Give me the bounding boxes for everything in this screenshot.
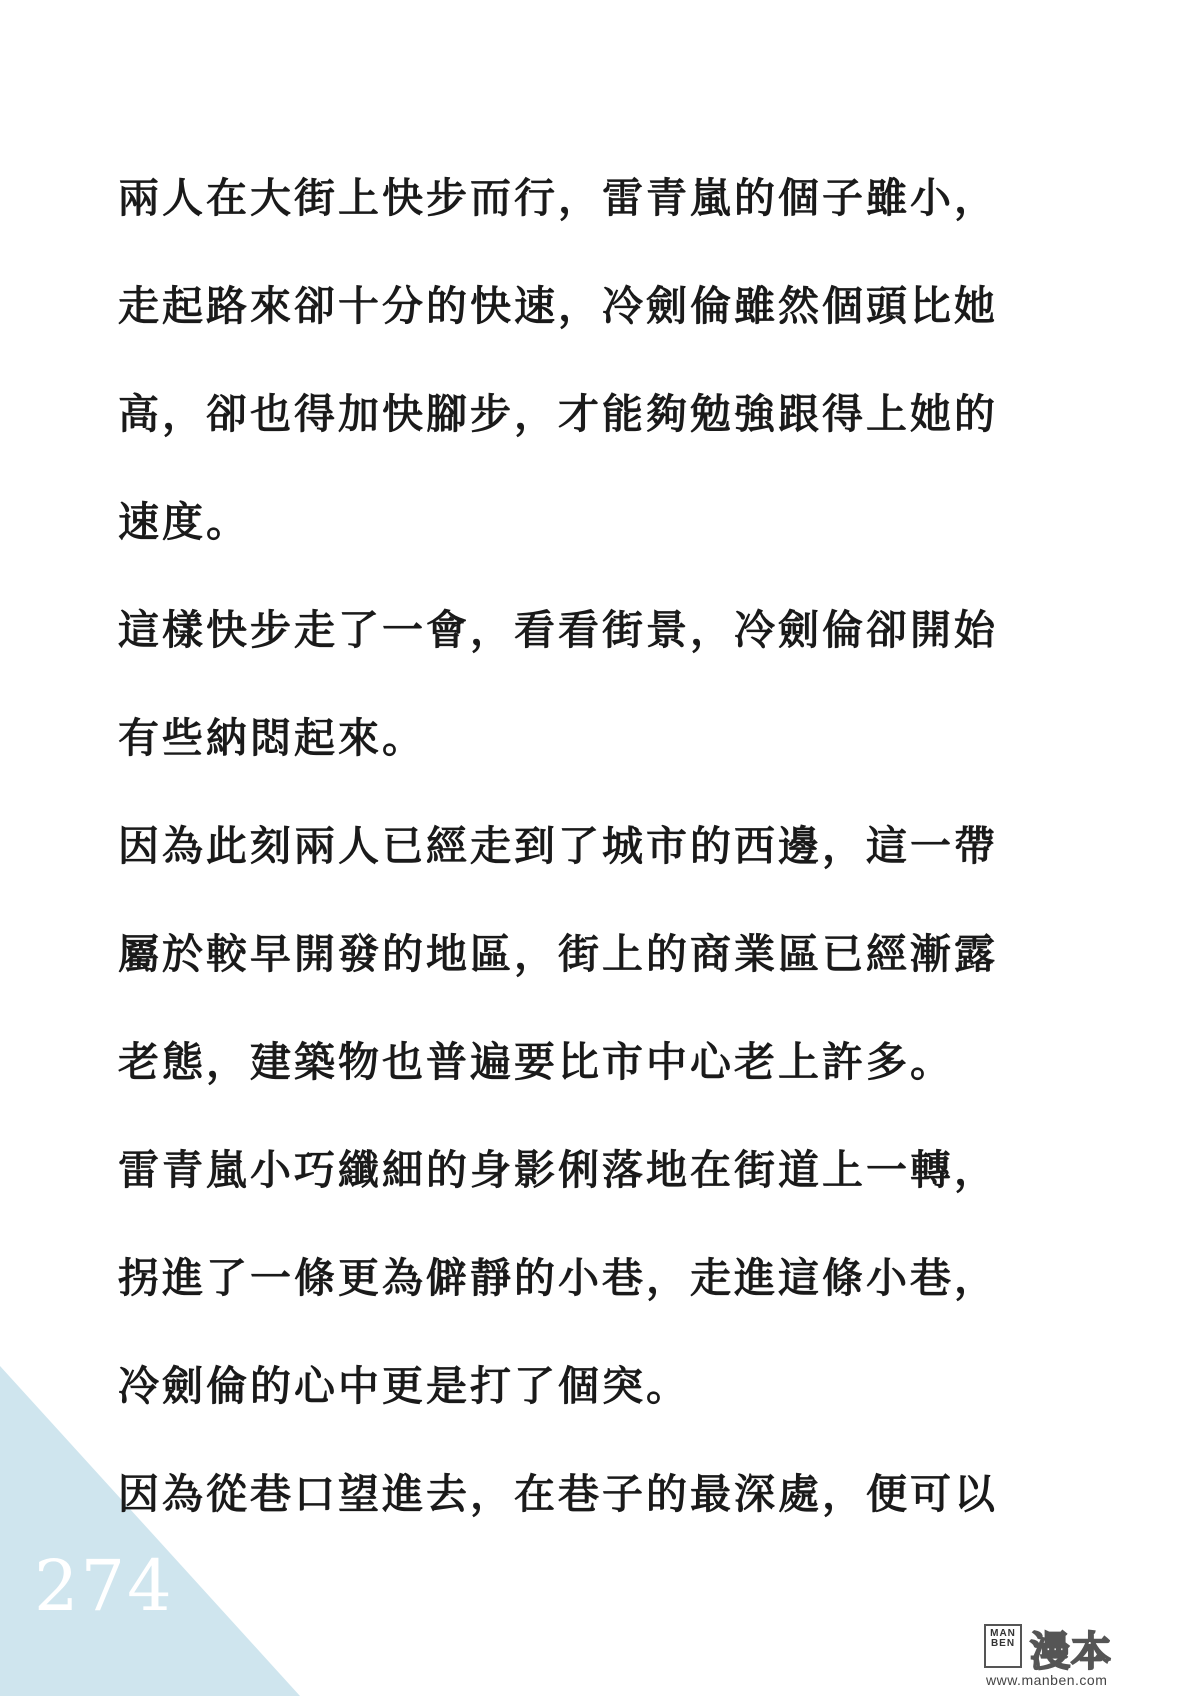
page-number: 274 [34,1545,174,1627]
watermark-brand: 漫本 [1030,1629,1112,1675]
text-line: 兩人在大街上快步而行，雷青嵐的個子雖小， [118,174,998,222]
text-line: 雷青嵐小巧纖細的身影俐落地在街道上一轉， [118,1146,998,1194]
text-line: 冷劍倫的心中更是打了個突。 [118,1362,690,1410]
watermark-url: www.manben.com [986,1672,1108,1688]
text-line: 老態，建築物也普遍要比市中心老上許多。 [118,1038,954,1086]
text-line: 速度。 [118,498,250,546]
body-text [118,168,1098,1572]
text-line: 因為此刻兩人已經走到了城市的西邊，這一帶 [118,822,998,870]
text-line: 拐進了一條更為僻靜的小巷，走進這條小巷， [118,1254,998,1302]
text-line: 這樣快步走了一會，看看街景，冷劍倫卻開始 [118,606,998,654]
text-line: 屬於較早開發的地區，街上的商業區已經漸露 [118,930,998,978]
text-line: 有些納悶起來。 [118,714,426,762]
watermark-logo: MAN BEN [984,1624,1022,1668]
text-line: 高，卻也得加快腳步，才能夠勉強跟得上她的 [118,390,998,438]
text-line: 因為從巷口望進去，在巷子的最深處，便可以 [118,1470,998,1518]
text-line: 走起路來卻十分的快速，冷劍倫雖然個頭比她 [118,282,998,330]
watermark [984,1622,1184,1688]
